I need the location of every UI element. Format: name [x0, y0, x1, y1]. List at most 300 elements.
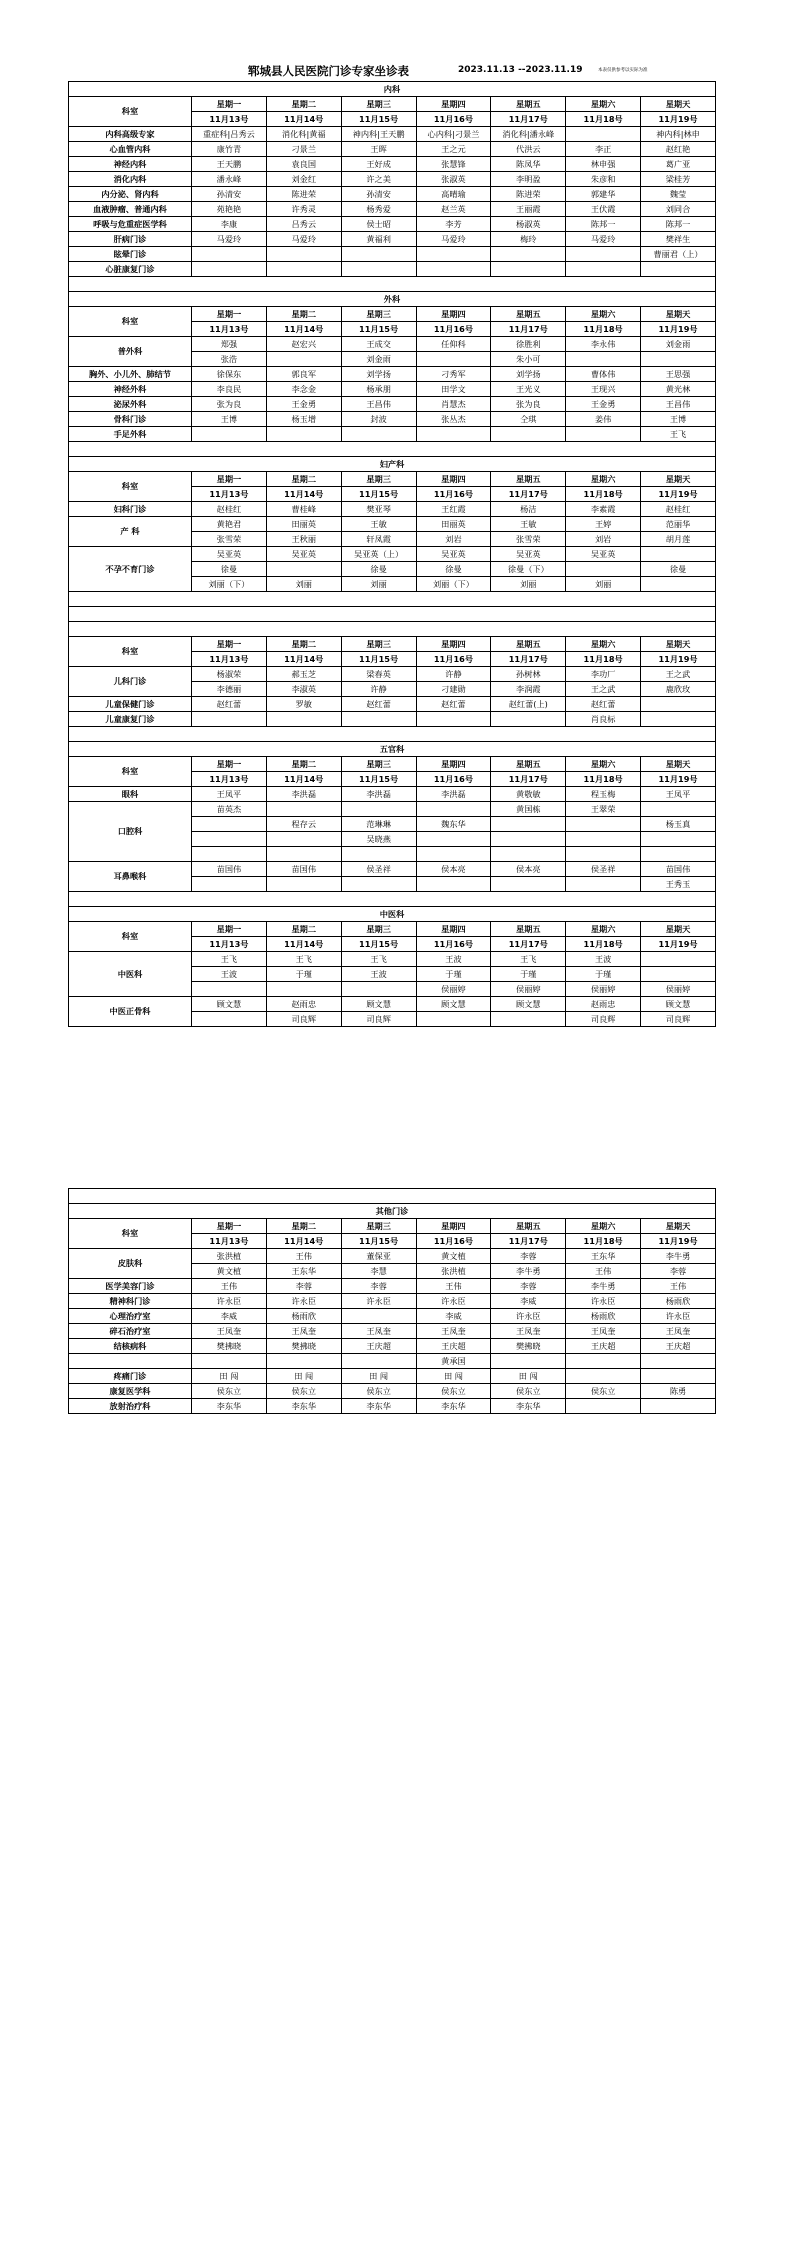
date-label: 11月15号	[341, 112, 416, 127]
date-label: 11月17号	[491, 937, 566, 952]
doctor-cell: 樊亚琴	[341, 502, 416, 517]
doctor-cell	[566, 247, 641, 262]
doctor-cell: 马爱玲	[266, 232, 341, 247]
weekday-label: 星期五	[491, 97, 566, 112]
department-name: 内分泌、肾内科	[69, 187, 192, 202]
doctor-cell: 王波	[566, 952, 641, 967]
doctor-cell: 侯本亮	[416, 862, 491, 877]
doctor-cell: 王红霞	[416, 502, 491, 517]
doctor-cell	[491, 247, 566, 262]
doctor-cell: 侯丽婷	[416, 982, 491, 997]
date-label: 11月19号	[641, 112, 716, 127]
table-row	[69, 382, 716, 397]
department-name: 呼吸与危重症医学科	[69, 217, 192, 232]
doctor-cell: 王伟	[566, 1264, 641, 1279]
weekday-label: 星期二	[266, 472, 341, 487]
table-row	[69, 412, 716, 427]
doctor-cell: 王凤奎	[566, 1324, 641, 1339]
date-label: 11月14号	[266, 652, 341, 667]
doctor-cell: 王飞	[641, 427, 716, 442]
spacer-cell	[69, 1189, 716, 1204]
date-label: 11月19号	[641, 322, 716, 337]
doctor-cell: 林申强	[566, 157, 641, 172]
spacer-row	[69, 607, 716, 622]
department-name: 眼科	[69, 787, 192, 802]
doctor-cell: 陈勇	[641, 1384, 716, 1399]
doctor-cell: 司良辉	[341, 1012, 416, 1027]
doctor-cell: 赵红艳	[641, 142, 716, 157]
doctor-cell: 王秀玉	[641, 877, 716, 892]
room-label: 科室	[69, 97, 192, 127]
doctor-cell	[416, 1012, 491, 1027]
weekday-label: 星期二	[266, 1219, 341, 1234]
department-name: 医学美容门诊	[69, 1279, 192, 1294]
department-name: 消化内科	[69, 172, 192, 187]
doctor-cell	[566, 1354, 641, 1369]
date-label: 11月13号	[192, 652, 267, 667]
doctor-cell: 封波	[341, 412, 416, 427]
doctor-cell: 陈凤华	[491, 157, 566, 172]
weekday-label: 星期天	[641, 307, 716, 322]
doctor-cell	[266, 562, 341, 577]
doctor-cell: 田丽英	[266, 517, 341, 532]
doctor-cell: 李威	[416, 1309, 491, 1324]
doctor-cell: 郝玉芝	[266, 667, 341, 682]
date-label: 11月14号	[266, 772, 341, 787]
date-label: 11月18号	[566, 1234, 641, 1249]
schedule-table-main	[68, 81, 716, 1027]
doctor-cell	[266, 712, 341, 727]
doctor-cell: 苑艳艳	[192, 202, 267, 217]
doctor-cell: 袁良国	[266, 157, 341, 172]
doctor-cell: 樊拂晓	[192, 1339, 267, 1354]
weekday-label: 星期六	[566, 472, 641, 487]
doctor-cell: 李蓉	[641, 1264, 716, 1279]
page-title: 郓城县人民医院门诊专家坐诊表	[248, 64, 409, 78]
doctor-cell: 葛广亚	[641, 157, 716, 172]
doctor-cell: 李永伟	[566, 337, 641, 352]
doctor-cell	[192, 982, 267, 997]
table-row	[69, 997, 716, 1012]
date-label: 11月13号	[192, 112, 267, 127]
doctor-cell: 顾文慧	[192, 997, 267, 1012]
doctor-cell: 王之武	[566, 682, 641, 697]
doctor-cell	[192, 262, 267, 277]
date-label: 11月18号	[566, 112, 641, 127]
doctor-cell: 樊拂晓	[266, 1339, 341, 1354]
department-name: 骨科门诊	[69, 412, 192, 427]
weekday-header-row	[69, 1219, 716, 1234]
doctor-cell	[266, 262, 341, 277]
department-name: 中医正骨科	[69, 997, 192, 1027]
table-row	[69, 787, 716, 802]
doctor-cell	[491, 832, 566, 847]
doctor-cell	[266, 847, 341, 862]
doctor-cell: 刘金红	[266, 172, 341, 187]
doctor-cell: 张浩	[192, 352, 267, 367]
date-range: 2023.11.13 --2023.11.19	[458, 65, 583, 75]
weekday-label: 星期天	[641, 757, 716, 772]
weekday-label: 星期天	[641, 472, 716, 487]
doctor-cell: 孙树林	[491, 667, 566, 682]
department-name: 心脏康复门诊	[69, 262, 192, 277]
title-bar	[68, 63, 716, 81]
doctor-cell: 李东华	[266, 1399, 341, 1414]
doctor-cell: 顾文慧	[491, 997, 566, 1012]
department-name: 泌尿外科	[69, 397, 192, 412]
department-name: 内科高级专家	[69, 127, 192, 142]
doctor-cell: 李威	[192, 1309, 267, 1324]
doctor-cell: 侯本亮	[491, 862, 566, 877]
doctor-cell: 赵红蕾	[192, 697, 267, 712]
doctor-cell: 朱小可	[491, 352, 566, 367]
doctor-cell: 黄福利	[341, 232, 416, 247]
doctor-cell: 徐胜利	[491, 337, 566, 352]
doctor-cell: 吴亚英	[416, 547, 491, 562]
section-title-row	[69, 292, 716, 307]
doctor-cell	[491, 712, 566, 727]
section-title: 五官科	[69, 742, 716, 757]
doctor-cell: 李东华	[192, 1399, 267, 1414]
doctor-cell: 王波	[416, 952, 491, 967]
department-name: 不孕不育门诊	[69, 547, 192, 592]
doctor-cell	[341, 847, 416, 862]
date-label: 11月15号	[341, 322, 416, 337]
doctor-cell: 田 闯	[192, 1369, 267, 1384]
doctor-cell: 陈进荣	[266, 187, 341, 202]
doctor-cell: 程玉梅	[566, 787, 641, 802]
doctor-cell: 王丽霞	[491, 202, 566, 217]
doctor-cell: 刘丽	[341, 577, 416, 592]
department-name: 神经外科	[69, 382, 192, 397]
section-title-row	[69, 622, 716, 637]
doctor-cell: 消化科|黄福	[266, 127, 341, 142]
doctor-cell: 樊拂晓	[491, 1339, 566, 1354]
table-row	[69, 1399, 716, 1414]
weekday-label: 星期六	[566, 307, 641, 322]
doctor-cell: 黄国栋	[491, 802, 566, 817]
table-row	[69, 1309, 716, 1324]
table-row	[69, 127, 716, 142]
doctor-cell: 刘丽（下）	[192, 577, 267, 592]
doctor-cell: 王凤平	[641, 787, 716, 802]
doctor-cell: 张洪植	[416, 1264, 491, 1279]
weekday-label: 星期三	[341, 757, 416, 772]
doctor-cell: 刘金雨	[641, 337, 716, 352]
weekday-label: 星期一	[192, 307, 267, 322]
doctor-cell: 赵雨忠	[266, 997, 341, 1012]
department-name: 肝病门诊	[69, 232, 192, 247]
doctor-cell: 李洪磊	[341, 787, 416, 802]
doctor-cell: 王晖	[341, 142, 416, 157]
doctor-cell: 赵雨忠	[566, 997, 641, 1012]
doctor-cell: 王成交	[341, 337, 416, 352]
doctor-cell: 王东华	[266, 1264, 341, 1279]
doctor-cell: 高晴瑜	[416, 187, 491, 202]
doctor-cell	[266, 247, 341, 262]
doctor-cell	[266, 802, 341, 817]
table-row	[69, 1324, 716, 1339]
doctor-cell: 李淑英	[266, 682, 341, 697]
doctor-cell: 徐曼	[192, 562, 267, 577]
doctor-cell: 苗国伟	[266, 862, 341, 877]
doctor-cell: 侯东立	[491, 1384, 566, 1399]
doctor-cell: 赵宏兴	[266, 337, 341, 352]
spacer-cell	[69, 277, 716, 292]
doctor-cell: 许永臣	[491, 1309, 566, 1324]
doctor-cell: 马爱玲	[192, 232, 267, 247]
doctor-cell	[641, 1399, 716, 1414]
doctor-cell: 于瑾	[566, 967, 641, 982]
weekday-label: 星期五	[491, 757, 566, 772]
doctor-cell: 朱彦和	[566, 172, 641, 187]
table-row	[69, 802, 716, 817]
doctor-cell: 孙清安	[192, 187, 267, 202]
weekday-label: 星期四	[416, 637, 491, 652]
date-label: 11月17号	[491, 112, 566, 127]
weekday-label: 星期二	[266, 922, 341, 937]
table-row	[69, 367, 716, 382]
doctor-cell: 刁建勋	[416, 682, 491, 697]
doctor-cell	[491, 1012, 566, 1027]
doctor-cell	[192, 817, 267, 832]
department-name: 皮肤科	[69, 1249, 192, 1279]
table-row	[69, 232, 716, 247]
doctor-cell	[192, 712, 267, 727]
doctor-cell: 刘丽	[491, 577, 566, 592]
doctor-cell: 刘学扬	[341, 367, 416, 382]
table-row	[69, 187, 716, 202]
doctor-cell: 王波	[192, 967, 267, 982]
room-label: 科室	[69, 472, 192, 502]
doctor-cell	[266, 982, 341, 997]
doctor-cell	[341, 877, 416, 892]
doctor-cell: 康竹青	[192, 142, 267, 157]
doctor-cell: 张淑英	[416, 172, 491, 187]
table-row	[69, 1354, 716, 1369]
department-name	[69, 1354, 192, 1369]
doctor-cell: 黄光林	[641, 382, 716, 397]
doctor-cell: 王昌伟	[641, 397, 716, 412]
weekday-label: 星期二	[266, 307, 341, 322]
doctor-cell	[341, 802, 416, 817]
date-label: 11月17号	[491, 652, 566, 667]
weekday-header-row	[69, 307, 716, 322]
spacer-cell	[69, 442, 716, 457]
date-label: 11月13号	[192, 322, 267, 337]
doctor-cell: 许之美	[341, 172, 416, 187]
doctor-cell: 杨雨欣	[266, 1309, 341, 1324]
weekday-label: 星期三	[341, 97, 416, 112]
doctor-cell: 王伟	[416, 1279, 491, 1294]
weekday-header-row	[69, 472, 716, 487]
doctor-cell	[491, 847, 566, 862]
department-name: 眩晕门诊	[69, 247, 192, 262]
weekday-label: 星期三	[341, 1219, 416, 1234]
doctor-cell: 王光义	[491, 382, 566, 397]
doctor-cell	[566, 1369, 641, 1384]
weekday-label: 星期四	[416, 922, 491, 937]
doctor-cell: 赵红蕾(上)	[491, 697, 566, 712]
doctor-cell: 杨淑英	[491, 217, 566, 232]
doctor-cell: 程存云	[266, 817, 341, 832]
doctor-cell	[566, 262, 641, 277]
doctor-cell	[341, 247, 416, 262]
doctor-cell: 许永臣	[341, 1294, 416, 1309]
table-row	[69, 547, 716, 562]
weekday-label: 星期四	[416, 97, 491, 112]
doctor-cell: 王庆超	[566, 1339, 641, 1354]
doctor-cell	[641, 1369, 716, 1384]
doctor-cell: 田 闯	[266, 1369, 341, 1384]
doctor-cell: 许静	[341, 682, 416, 697]
doctor-cell: 范琳琳	[341, 817, 416, 832]
weekday-label: 星期四	[416, 757, 491, 772]
weekday-label: 星期四	[416, 1219, 491, 1234]
department-name: 口腔科	[69, 802, 192, 862]
doctor-cell	[192, 877, 267, 892]
department-name: 结核病科	[69, 1339, 192, 1354]
doctor-cell: 陈邦一	[641, 217, 716, 232]
department-name: 神经内科	[69, 157, 192, 172]
doctor-cell: 顾文慧	[641, 997, 716, 1012]
table-row	[69, 502, 716, 517]
doctor-cell: 李牛勇	[641, 1249, 716, 1264]
department-name: 儿科门诊	[69, 667, 192, 697]
spacer-cell	[69, 592, 716, 607]
doctor-cell: 陈进荣	[491, 187, 566, 202]
doctor-cell: 范丽华	[641, 517, 716, 532]
doctor-cell: 董保亚	[341, 1249, 416, 1264]
doctor-cell: 曹桂峰	[266, 502, 341, 517]
doctor-cell	[566, 832, 641, 847]
date-label: 11月14号	[266, 1234, 341, 1249]
doctor-cell: 肖慧杰	[416, 397, 491, 412]
doctor-cell: 李明盈	[491, 172, 566, 187]
date-label: 11月19号	[641, 1234, 716, 1249]
doctor-cell: 王庆超	[641, 1339, 716, 1354]
weekday-label: 星期一	[192, 757, 267, 772]
doctor-cell: 李东华	[491, 1399, 566, 1414]
weekday-label: 星期天	[641, 97, 716, 112]
doctor-cell	[192, 832, 267, 847]
weekday-label: 星期五	[491, 307, 566, 322]
doctor-cell: 黄敬敏	[491, 787, 566, 802]
doctor-cell: 许永臣	[266, 1294, 341, 1309]
weekday-label: 星期三	[341, 472, 416, 487]
spacer-cell	[69, 727, 716, 742]
department-name: 心理治疗室	[69, 1309, 192, 1324]
doctor-cell	[566, 877, 641, 892]
doctor-cell: 顾文慧	[416, 997, 491, 1012]
date-label: 11月18号	[566, 772, 641, 787]
doctor-cell: 刘学扬	[491, 367, 566, 382]
spacer-row	[69, 592, 716, 607]
section-title: 内科	[69, 82, 716, 97]
doctor-cell: 杨洁	[491, 502, 566, 517]
doctor-cell: 张雪荣	[491, 532, 566, 547]
doctor-cell: 赵红蕾	[416, 697, 491, 712]
doctor-cell: 李蓉	[491, 1249, 566, 1264]
date-label: 11月16号	[416, 1234, 491, 1249]
doctor-cell	[192, 1354, 267, 1369]
table-row	[69, 337, 716, 352]
doctor-cell: 孙清安	[341, 187, 416, 202]
doctor-cell: 王现兴	[566, 382, 641, 397]
date-label: 11月15号	[341, 772, 416, 787]
doctor-cell: 杨承朋	[341, 382, 416, 397]
doctor-cell: 侯丽婷	[566, 982, 641, 997]
date-label: 11月13号	[192, 487, 267, 502]
doctor-cell: 轩凤霞	[341, 532, 416, 547]
doctor-cell	[641, 697, 716, 712]
doctor-cell	[491, 1354, 566, 1369]
table-row	[69, 1339, 716, 1354]
date-label: 11月16号	[416, 652, 491, 667]
doctor-cell: 王伟	[641, 1279, 716, 1294]
doctor-cell	[566, 427, 641, 442]
doctor-cell: 仝琪	[491, 412, 566, 427]
room-label: 科室	[69, 307, 192, 337]
weekday-label: 星期六	[566, 922, 641, 937]
weekday-label: 星期一	[192, 1219, 267, 1234]
doctor-cell: 王昌伟	[341, 397, 416, 412]
doctor-cell: 王之武	[641, 667, 716, 682]
doctor-cell: 消化科|潘永峰	[491, 127, 566, 142]
weekday-header-row	[69, 637, 716, 652]
doctor-cell: 曹体伟	[566, 367, 641, 382]
doctor-cell: 侯丽婷	[491, 982, 566, 997]
date-label: 11月17号	[491, 487, 566, 502]
doctor-cell	[341, 262, 416, 277]
spacer-row	[69, 727, 716, 742]
spacer-row	[69, 442, 716, 457]
date-label: 11月17号	[491, 772, 566, 787]
doctor-cell: 徐曼	[641, 562, 716, 577]
doctor-cell: 吴亚英	[491, 547, 566, 562]
date-label: 11月15号	[341, 487, 416, 502]
date-label: 11月15号	[341, 1234, 416, 1249]
doctor-cell: 李慧	[341, 1264, 416, 1279]
doctor-cell: 吴亚英	[266, 547, 341, 562]
doctor-cell: 赵桂红	[641, 502, 716, 517]
doctor-cell: 张为良	[192, 397, 267, 412]
doctor-cell	[566, 562, 641, 577]
weekday-label: 星期天	[641, 922, 716, 937]
table-row	[69, 952, 716, 967]
doctor-cell: 许永臣	[641, 1309, 716, 1324]
room-label: 科室	[69, 637, 192, 667]
table-row	[69, 697, 716, 712]
doctor-cell: 侯圣祥	[341, 862, 416, 877]
weekday-label: 星期五	[491, 1219, 566, 1234]
doctor-cell: 司良辉	[266, 1012, 341, 1027]
doctor-cell: 李德丽	[192, 682, 267, 697]
doctor-cell: 郭良军	[266, 367, 341, 382]
doctor-cell: 李洪磊	[266, 787, 341, 802]
doctor-cell	[641, 967, 716, 982]
table-row	[69, 1279, 716, 1294]
weekday-label: 星期二	[266, 757, 341, 772]
weekday-header-row	[69, 757, 716, 772]
weekday-label: 星期六	[566, 637, 641, 652]
table-row	[69, 142, 716, 157]
doctor-cell	[341, 1309, 416, 1324]
doctor-cell	[266, 352, 341, 367]
doctor-cell: 王伟	[266, 1249, 341, 1264]
doctor-cell: 许永臣	[566, 1294, 641, 1309]
department-name: 放射治疗科	[69, 1399, 192, 1414]
